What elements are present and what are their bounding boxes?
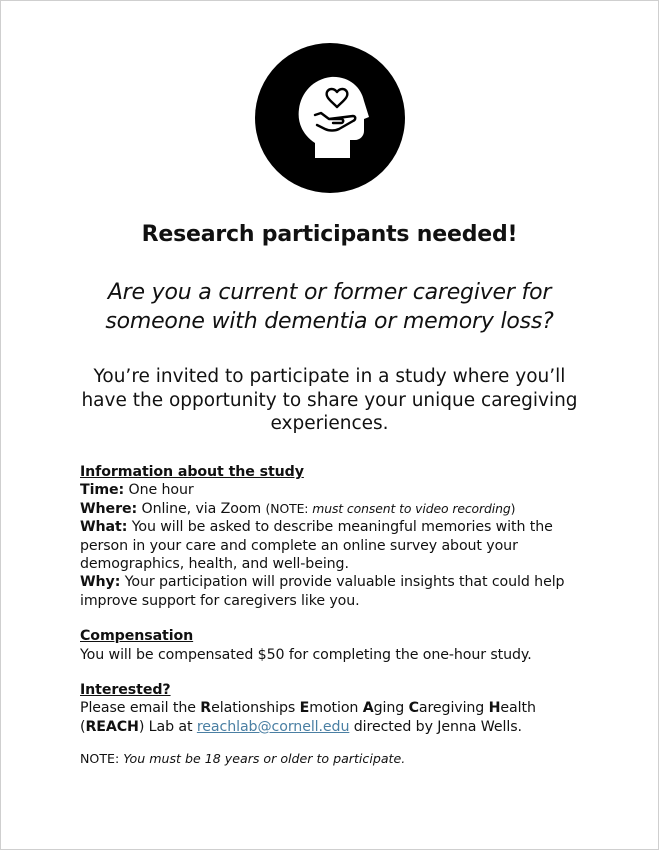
interested-heading: Interested? [80, 682, 171, 699]
compensation-text: You will be compensated $50 for completing the one-hour study. [80, 646, 532, 663]
where-label: Where: [80, 500, 138, 517]
page-title: Research participants needed! [141, 222, 518, 247]
why-label: Why: [80, 574, 121, 591]
logo-circle [255, 43, 405, 193]
study-info-heading: Information about the study [80, 464, 304, 480]
where-value: Online, via Zoom [141, 500, 262, 517]
lab-acronym: REACH [85, 718, 139, 735]
what-line [80, 518, 580, 573]
where-line [80, 500, 580, 518]
what-label: What: [80, 519, 128, 536]
email-link[interactable]: reachlab@cornell.edu [196, 718, 350, 735]
invitation-text: You’re invited to participate in a study where you’ll have the opportunity to share your unique caregiving experiences. [81, 366, 578, 434]
study-details [80, 463, 580, 736]
lab-name: Relationships Emotion Aging Caregiving Health [200, 700, 536, 717]
compensation-heading: Compensation [80, 628, 194, 645]
where-note: (NOTE: must consent to video recording) [265, 500, 516, 516]
why-value: Your participation will provide valuable insights that could help improve support for caregivers like you. [80, 574, 565, 609]
time-label: Time: [80, 482, 125, 499]
time-value: One hour [128, 482, 194, 499]
age-requirement-note: NOTE: You must be 18 years or older to participate. [80, 751, 406, 766]
why-line [80, 573, 580, 610]
eligibility-question: Are you a current or former caregiver for someone with dementia or memory loss? [105, 280, 554, 334]
what-value: You will be asked to describe meaningful memories with the person in your care and complete an online survey about your demographics, health, and well-being. [80, 519, 553, 573]
time-line [80, 481, 580, 499]
head-with-heart-hand-icon [255, 43, 405, 193]
contact-text: Please email the Relationships Emotion Aging Caregiving Health (REACH) Lab at reachlab@cornell.edu directed by Jenna Wells. [80, 700, 536, 735]
